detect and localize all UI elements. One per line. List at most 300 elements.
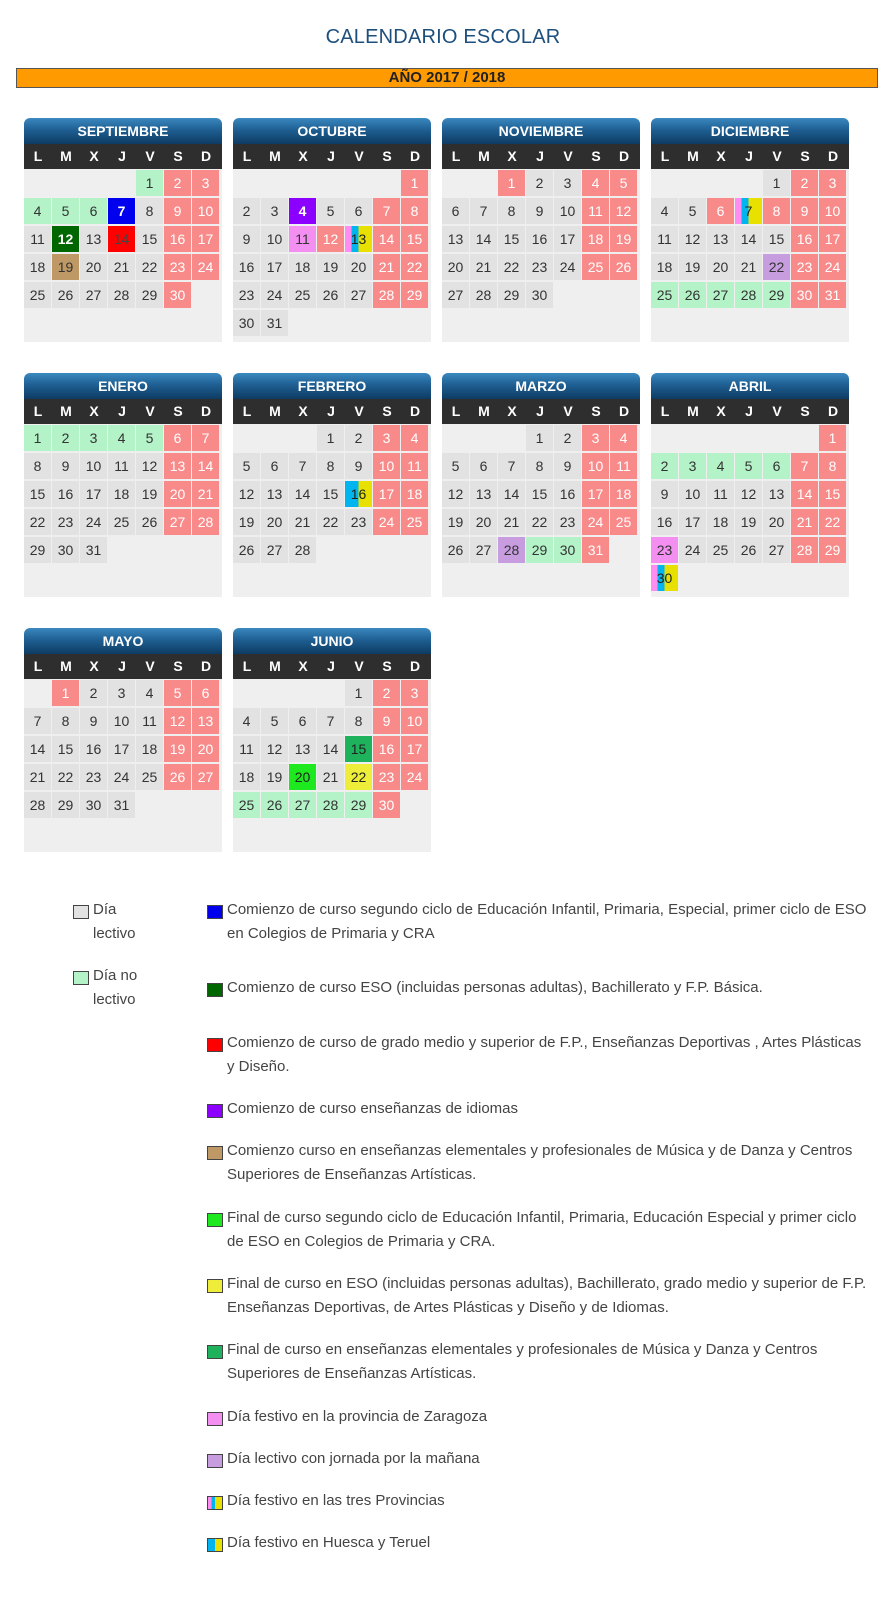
day-cell: 15 <box>498 226 525 252</box>
day-cell: 6 <box>289 708 316 734</box>
day-cell: 3 <box>679 453 706 479</box>
legend-swatch <box>207 1412 223 1426</box>
day-cell: 1 <box>345 680 372 706</box>
empty-cell <box>233 169 261 197</box>
day-cell: 22 <box>136 254 163 280</box>
day-cell: 2 <box>80 680 107 706</box>
empty-cell <box>442 169 470 197</box>
day-cell: 17 <box>554 226 581 252</box>
day-cell: 29 <box>819 537 846 563</box>
weekday-label: M <box>269 403 281 419</box>
day-cell: 11 <box>233 736 260 762</box>
day-cell: 23 <box>526 254 553 280</box>
day-cell: 20 <box>763 509 790 535</box>
day-cell: 18 <box>233 764 260 790</box>
month-title: DICIEMBRE <box>651 118 849 144</box>
day-cell: 22 <box>526 509 553 535</box>
day-cell: 22 <box>401 254 428 280</box>
day-cell: 13 <box>261 481 288 507</box>
day-cell: 30 <box>651 565 678 591</box>
month-title: ENERO <box>24 373 222 399</box>
day-cell: 21 <box>24 764 51 790</box>
month-title: ABRIL <box>651 373 849 399</box>
day-cell: 10 <box>554 198 581 224</box>
day-cell: 1 <box>317 425 344 451</box>
weekday-header <box>651 399 849 424</box>
legend-label: Día lectivo con jornada por la mañana <box>227 1450 480 1467</box>
day-cell: 4 <box>108 425 135 451</box>
day-cell: 25 <box>24 282 51 308</box>
day-cell: 30 <box>554 537 581 563</box>
day-cell: 27 <box>763 537 790 563</box>
weekday-label: X <box>89 148 99 164</box>
day-cell: 10 <box>373 453 400 479</box>
day-cell: 16 <box>233 254 260 280</box>
day-cell: 11 <box>651 226 678 252</box>
day-cell: 11 <box>610 453 637 479</box>
day-cell: 25 <box>707 537 734 563</box>
weekday-label: S <box>382 658 392 674</box>
empty-cell <box>317 679 345 707</box>
day-cell: 10 <box>401 708 428 734</box>
day-cell: 18 <box>108 481 135 507</box>
day-cell: 15 <box>401 226 428 252</box>
day-cell: 27 <box>707 282 734 308</box>
day-cell: 26 <box>735 537 762 563</box>
legend-swatch <box>207 1279 223 1293</box>
legend-swatch <box>207 905 223 919</box>
day-cell: 7 <box>192 425 219 451</box>
empty-cell <box>261 424 289 452</box>
legend-item-right-1 <box>207 976 867 1000</box>
day-cell: 1 <box>401 170 428 196</box>
weekday-label: D <box>618 148 630 164</box>
day-cell: 9 <box>164 198 191 224</box>
day-cell: 1 <box>819 425 846 451</box>
month-title: MAYO <box>24 628 222 654</box>
legend-swatch <box>73 905 89 919</box>
legend-label: Día no lectivo <box>93 967 138 1008</box>
weekday-header <box>24 399 222 424</box>
weekday-label: V <box>354 148 364 164</box>
day-cell: 26 <box>317 282 344 308</box>
empty-cell <box>345 169 373 197</box>
empty-cell <box>707 424 735 452</box>
weekday-label: X <box>716 148 726 164</box>
day-cell: 5 <box>317 198 344 224</box>
day-cell: 19 <box>261 764 288 790</box>
day-cell: 8 <box>526 453 553 479</box>
weekday-label: M <box>478 148 490 164</box>
day-cell: 29 <box>763 282 790 308</box>
weekday-label: M <box>60 403 72 419</box>
day-grid <box>24 679 222 852</box>
day-grid <box>233 679 431 852</box>
day-cell: 13 <box>192 708 219 734</box>
day-cell: 6 <box>345 198 372 224</box>
weekday-label: M <box>269 148 281 164</box>
day-cell: 14 <box>735 226 762 252</box>
day-cell: 3 <box>261 198 288 224</box>
day-cell: 10 <box>679 481 706 507</box>
day-cell: 23 <box>164 254 191 280</box>
day-cell: 25 <box>136 764 163 790</box>
month-title: JUNIO <box>233 628 431 654</box>
day-cell: 23 <box>52 509 79 535</box>
weekday-label: V <box>145 403 155 419</box>
day-cell: 19 <box>610 226 637 252</box>
day-cell: 9 <box>791 198 818 224</box>
day-cell: 28 <box>317 792 344 818</box>
day-cell: 30 <box>791 282 818 308</box>
empty-cell <box>470 169 498 197</box>
day-cell: 24 <box>261 282 288 308</box>
day-cell: 25 <box>610 509 637 535</box>
month-diciembre <box>651 118 849 342</box>
day-cell: 2 <box>233 198 260 224</box>
weekday-label: V <box>145 148 155 164</box>
day-grid <box>651 169 849 342</box>
day-cell: 3 <box>582 425 609 451</box>
day-cell: 27 <box>164 509 191 535</box>
empty-cell <box>791 424 819 452</box>
empty-cell <box>651 424 679 452</box>
day-cell: 3 <box>80 425 107 451</box>
legend-swatch <box>207 1146 223 1160</box>
day-cell: 24 <box>819 254 846 280</box>
month-title: OCTUBRE <box>233 118 431 144</box>
weekday-label: V <box>772 403 782 419</box>
weekday-label: S <box>382 148 392 164</box>
empty-cell <box>289 169 317 197</box>
legend-item-right-7 <box>207 1338 867 1386</box>
weekday-label: J <box>327 148 335 164</box>
day-cell: 9 <box>345 453 372 479</box>
day-cell: 29 <box>136 282 163 308</box>
day-cell: 13 <box>707 226 734 252</box>
day-cell: 12 <box>136 453 163 479</box>
day-cell: 18 <box>401 481 428 507</box>
weekday-label: L <box>242 148 252 164</box>
day-cell: 1 <box>526 425 553 451</box>
weekday-label: L <box>33 148 43 164</box>
day-cell: 2 <box>373 680 400 706</box>
month-septiembre <box>24 118 222 342</box>
weekday-label: X <box>89 658 99 674</box>
day-cell: 7 <box>317 708 344 734</box>
day-cell: 28 <box>108 282 135 308</box>
day-cell: 18 <box>651 254 678 280</box>
day-cell: 22 <box>24 509 51 535</box>
day-cell: 17 <box>261 254 288 280</box>
weekday-header <box>233 654 431 679</box>
day-cell: 26 <box>679 282 706 308</box>
day-cell: 27 <box>261 537 288 563</box>
day-cell: 4 <box>582 170 609 196</box>
day-cell: 9 <box>52 453 79 479</box>
day-cell: 26 <box>52 282 79 308</box>
empty-cell <box>233 679 261 707</box>
day-cell: 5 <box>679 198 706 224</box>
day-cell: 11 <box>24 226 51 252</box>
day-cell: 30 <box>373 792 400 818</box>
day-cell: 22 <box>317 509 344 535</box>
day-cell: 12 <box>317 226 344 252</box>
day-cell: 17 <box>819 226 846 252</box>
day-cell: 7 <box>498 453 525 479</box>
weekday-label: S <box>382 403 392 419</box>
weekday-header <box>24 654 222 679</box>
day-cell: 5 <box>233 453 260 479</box>
day-cell: 28 <box>470 282 497 308</box>
day-cell: 24 <box>192 254 219 280</box>
day-cell: 18 <box>289 254 316 280</box>
day-cell: 12 <box>233 481 260 507</box>
day-cell: 15 <box>345 736 372 762</box>
day-cell: 19 <box>136 481 163 507</box>
weekday-header <box>24 144 222 169</box>
legend-item-right-2 <box>207 1031 867 1079</box>
day-cell: 21 <box>498 509 525 535</box>
day-cell: 29 <box>498 282 525 308</box>
weekday-label: S <box>591 403 601 419</box>
day-cell: 2 <box>526 170 553 196</box>
year-banner: AÑO 2017 / 2018 <box>16 68 878 88</box>
day-cell: 1 <box>498 170 525 196</box>
day-cell: 14 <box>289 481 316 507</box>
day-cell: 15 <box>317 481 344 507</box>
day-cell: 28 <box>791 537 818 563</box>
weekday-label: X <box>507 148 517 164</box>
day-cell: 17 <box>373 481 400 507</box>
day-cell: 16 <box>52 481 79 507</box>
day-cell: 3 <box>554 170 581 196</box>
day-cell: 7 <box>108 198 135 224</box>
day-cell: 29 <box>52 792 79 818</box>
day-cell: 20 <box>470 509 497 535</box>
weekday-label: D <box>200 148 212 164</box>
day-cell: 23 <box>345 509 372 535</box>
day-cell: 18 <box>610 481 637 507</box>
day-cell: 16 <box>526 226 553 252</box>
weekday-label: X <box>507 403 517 419</box>
day-cell: 17 <box>582 481 609 507</box>
day-cell: 29 <box>526 537 553 563</box>
page-title: CALENDARIO ESCOLAR <box>325 26 561 48</box>
day-cell: 21 <box>289 509 316 535</box>
month-marzo <box>442 373 640 597</box>
weekday-label: J <box>745 403 753 419</box>
day-cell: 18 <box>136 736 163 762</box>
day-cell: 3 <box>108 680 135 706</box>
day-cell: 27 <box>80 282 107 308</box>
day-cell: 11 <box>582 198 609 224</box>
month-octubre <box>233 118 431 342</box>
day-cell: 8 <box>401 198 428 224</box>
empty-cell <box>442 424 470 452</box>
day-cell: 20 <box>261 509 288 535</box>
day-cell: 3 <box>373 425 400 451</box>
day-cell: 30 <box>80 792 107 818</box>
legend-label: Comienzo curso en enseñanzas elementales y profesionales de Música y de Danza y Centros Superiores de Enseñanzas Artísticas. <box>227 1142 853 1183</box>
day-grid <box>24 424 222 597</box>
day-cell: 9 <box>526 198 553 224</box>
weekday-label: M <box>687 403 699 419</box>
day-cell: 21 <box>470 254 497 280</box>
day-cell: 4 <box>401 425 428 451</box>
day-cell: 12 <box>261 736 288 762</box>
day-cell: 5 <box>136 425 163 451</box>
day-cell: 23 <box>80 764 107 790</box>
day-cell: 13 <box>345 226 372 252</box>
day-cell: 16 <box>80 736 107 762</box>
day-cell: 8 <box>763 198 790 224</box>
weekday-label: L <box>451 403 461 419</box>
weekday-label: D <box>200 403 212 419</box>
day-cell: 14 <box>373 226 400 252</box>
empty-cell <box>289 424 317 452</box>
day-cell: 9 <box>373 708 400 734</box>
day-cell: 14 <box>192 453 219 479</box>
day-cell: 22 <box>819 509 846 535</box>
day-cell: 10 <box>192 198 219 224</box>
day-grid <box>24 169 222 342</box>
weekday-label: J <box>118 403 126 419</box>
day-cell: 15 <box>24 481 51 507</box>
legend-item-right-4 <box>207 1139 867 1187</box>
month-abril <box>651 373 849 597</box>
legend-label: Comienzo de curso enseñanzas de idiomas <box>227 1100 518 1117</box>
day-cell: 15 <box>763 226 790 252</box>
legend-label: Día festivo en la provincia de Zaragoza <box>227 1408 488 1425</box>
day-cell: 24 <box>80 509 107 535</box>
empty-cell <box>735 424 763 452</box>
day-cell: 10 <box>819 198 846 224</box>
weekday-label: J <box>327 658 335 674</box>
day-cell: 27 <box>470 537 497 563</box>
day-cell: 9 <box>80 708 107 734</box>
day-cell: 14 <box>24 736 51 762</box>
legend-label: Comienzo de curso ESO (incluidas personas adultas), Bachillerato y F.P. Básica. <box>227 979 763 996</box>
weekday-label: J <box>745 148 753 164</box>
day-cell: 13 <box>164 453 191 479</box>
day-cell: 31 <box>80 537 107 563</box>
day-cell: 6 <box>80 198 107 224</box>
legend-swatch <box>207 1538 223 1552</box>
day-cell: 8 <box>345 708 372 734</box>
legend-swatch <box>207 1213 223 1227</box>
weekday-label: M <box>687 148 699 164</box>
day-cell: 16 <box>651 509 678 535</box>
day-cell: 17 <box>192 226 219 252</box>
weekday-label: M <box>60 148 72 164</box>
day-cell: 15 <box>136 226 163 252</box>
day-cell: 26 <box>233 537 260 563</box>
day-cell: 24 <box>401 764 428 790</box>
legend-label: Final de curso en enseñanzas elementales y profesionales de Música y Danza y Centros Superiores de Enseñanzas Artísticas. <box>227 1341 818 1382</box>
day-cell: 29 <box>345 792 372 818</box>
day-cell: 14 <box>317 736 344 762</box>
legend-item-right-11 <box>207 1531 867 1555</box>
day-cell: 20 <box>707 254 734 280</box>
legend-swatch <box>73 971 89 985</box>
day-cell: 4 <box>289 198 316 224</box>
day-cell: 4 <box>24 198 51 224</box>
day-cell: 8 <box>24 453 51 479</box>
day-cell: 25 <box>401 509 428 535</box>
day-cell: 3 <box>401 680 428 706</box>
weekday-label: D <box>618 403 630 419</box>
day-cell: 21 <box>192 481 219 507</box>
empty-cell <box>317 169 345 197</box>
day-cell: 19 <box>164 736 191 762</box>
legend-item-right-3 <box>207 1097 867 1121</box>
day-cell: 4 <box>707 453 734 479</box>
weekday-header <box>233 399 431 424</box>
empty-cell <box>373 169 401 197</box>
weekday-label: S <box>173 403 183 419</box>
weekday-label: V <box>772 148 782 164</box>
weekday-label: M <box>60 658 72 674</box>
day-cell: 25 <box>289 282 316 308</box>
empty-cell <box>679 169 707 197</box>
day-cell: 28 <box>735 282 762 308</box>
day-cell: 19 <box>442 509 469 535</box>
day-cell: 30 <box>52 537 79 563</box>
empty-cell <box>470 424 498 452</box>
day-cell: 9 <box>233 226 260 252</box>
day-cell: 23 <box>373 764 400 790</box>
legend-label: Día festivo en Huesca y Teruel <box>227 1534 431 1551</box>
day-cell: 23 <box>233 282 260 308</box>
day-cell: 8 <box>52 708 79 734</box>
legend-label: Final de curso en ESO (incluidas personas adultas), Bachillerato, grado medio y superior de F.P. Enseñanzas Deportivas, de Artes Plásticas y Diseño y de Idiomas. <box>227 1275 867 1316</box>
day-cell: 21 <box>791 509 818 535</box>
day-cell: 11 <box>289 226 316 252</box>
day-cell: 27 <box>192 764 219 790</box>
day-cell: 18 <box>582 226 609 252</box>
day-cell: 20 <box>192 736 219 762</box>
legend-item-right-5 <box>207 1206 867 1254</box>
day-cell: 2 <box>52 425 79 451</box>
day-cell: 2 <box>791 170 818 196</box>
day-cell: 26 <box>136 509 163 535</box>
weekday-label: D <box>409 403 421 419</box>
day-cell: 10 <box>261 226 288 252</box>
month-febrero <box>233 373 431 597</box>
day-cell: 27 <box>345 282 372 308</box>
day-grid <box>442 169 640 342</box>
legend-label: Final de curso segundo ciclo de Educación Infantil, Primaria, Educación Especial y primer ciclo de ESO en Colegios de Primaria y CRA. <box>227 1209 857 1250</box>
day-cell: 22 <box>345 764 372 790</box>
day-cell: 16 <box>345 481 372 507</box>
day-cell: 22 <box>763 254 790 280</box>
weekday-label: J <box>118 658 126 674</box>
day-cell: 16 <box>554 481 581 507</box>
day-cell: 25 <box>233 792 260 818</box>
day-cell: 6 <box>164 425 191 451</box>
month-title: SEPTIEMBRE <box>24 118 222 144</box>
day-cell: 12 <box>164 708 191 734</box>
day-cell: 26 <box>261 792 288 818</box>
weekday-label: V <box>563 148 573 164</box>
empty-cell <box>52 169 80 197</box>
day-cell: 2 <box>345 425 372 451</box>
day-cell: 17 <box>108 736 135 762</box>
weekday-label: X <box>298 403 308 419</box>
day-cell: 14 <box>108 226 135 252</box>
day-cell: 17 <box>679 509 706 535</box>
